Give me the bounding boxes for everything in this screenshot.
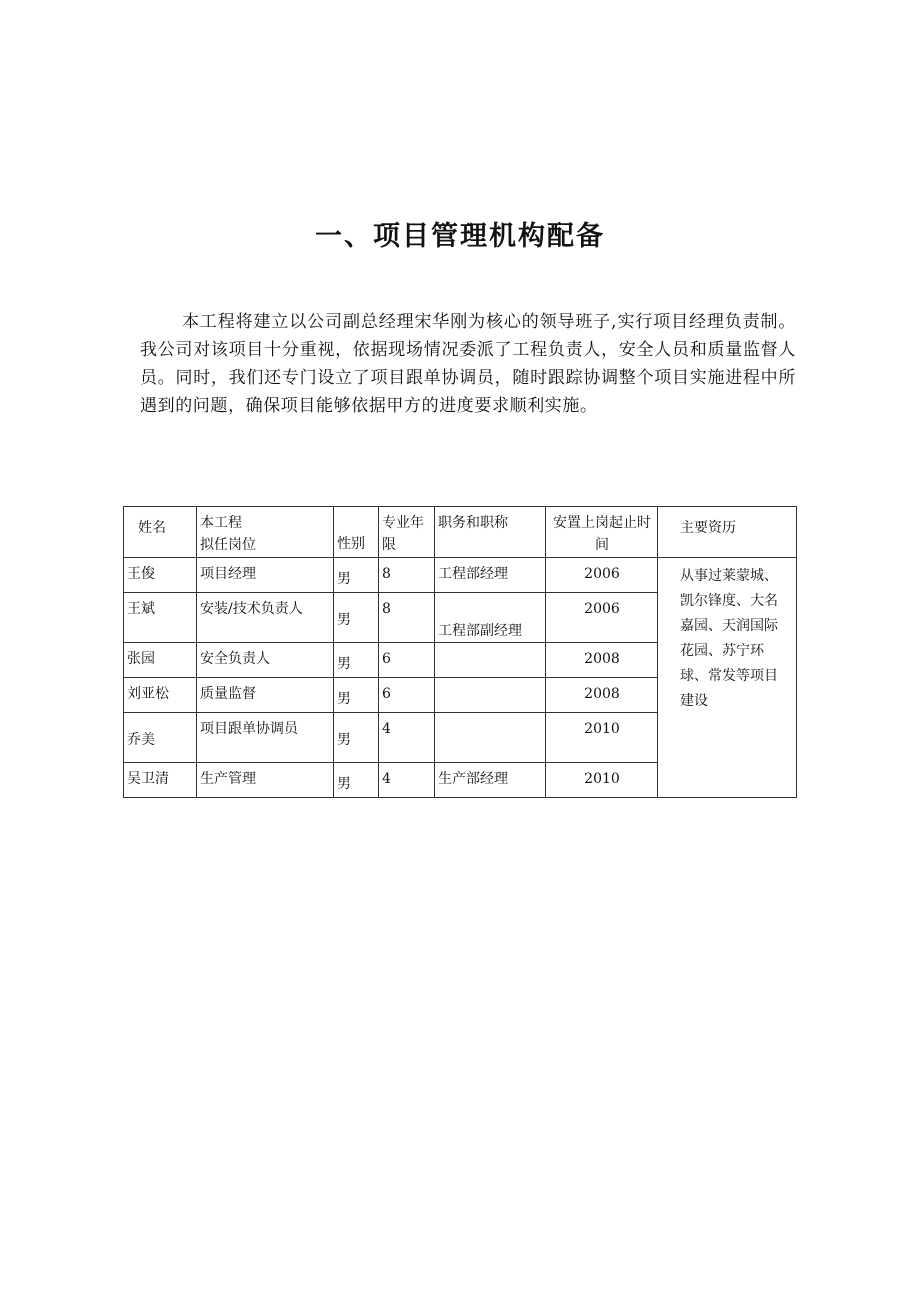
cell-years: 8 <box>379 558 435 593</box>
cell-years: 6 <box>379 643 435 678</box>
cell-gender: 男 <box>334 643 379 678</box>
table-row <box>124 558 797 593</box>
intro-paragraph: 本工程将建立以公司副总经理宋华刚为核心的领导班子,实行项目经理负责制。我公司对该项目十分重视，依据现场情况委派了工程负责人，安全人员和质量监督人员。同时，我们还专门设立了项目跟单协调员，随时跟踪协调整个项目实施进程中所遇到的问题，确保项目能够依据甲方的进度要求顺利实施。 <box>140 312 796 416</box>
cell-start: 2010 <box>546 763 658 798</box>
cell-name: 刘亚松 <box>124 678 197 713</box>
cell-title <box>435 678 546 713</box>
cell-title: 工程部副经理 <box>435 593 546 643</box>
header-title: 职务和职称 <box>435 507 546 558</box>
cell-start: 2008 <box>546 678 658 713</box>
cell-post: 质量监督 <box>197 678 334 713</box>
cell-start: 2010 <box>546 713 658 763</box>
cell-years: 6 <box>379 678 435 713</box>
header-name: 姓名 <box>124 507 197 558</box>
cell-gender: 男 <box>334 713 379 763</box>
table-header-row <box>124 507 797 558</box>
cell-name: 吴卫清 <box>124 763 197 798</box>
staff-table <box>123 506 797 798</box>
cell-title: 生产部经理 <box>435 763 546 798</box>
page-title: 一、项目管理机构配备 <box>315 221 605 252</box>
cell-experience: 从事过莱蒙城、凯尔锋度、大名嘉园、天润国际花园、苏宁环球、常发等项目建设 <box>658 558 797 798</box>
cell-gender: 男 <box>334 558 379 593</box>
cell-start: 2006 <box>546 558 658 593</box>
header-gender: 性别 <box>334 507 379 558</box>
cell-years: 4 <box>379 763 435 798</box>
cell-title <box>435 643 546 678</box>
cell-gender: 男 <box>334 593 379 643</box>
header-post-line1: 本工程 <box>200 515 242 531</box>
cell-gender: 男 <box>334 763 379 798</box>
cell-years: 4 <box>379 713 435 763</box>
cell-start: 2006 <box>546 593 658 643</box>
cell-post: 生产管理 <box>197 763 334 798</box>
header-post <box>197 507 334 558</box>
cell-name: 王俊 <box>124 558 197 593</box>
header-experience: 主要资历 <box>658 507 797 558</box>
cell-gender: 男 <box>334 678 379 713</box>
cell-start: 2008 <box>546 643 658 678</box>
cell-post: 项目跟单协调员 <box>197 713 334 763</box>
cell-post: 安装/技术负责人 <box>197 593 334 643</box>
cell-title: 工程部经理 <box>435 558 546 593</box>
cell-name: 张园 <box>124 643 197 678</box>
cell-title <box>435 713 546 763</box>
header-years: 专业年限 <box>379 507 435 558</box>
cell-name: 王斌 <box>124 593 197 643</box>
cell-post: 安全负责人 <box>197 643 334 678</box>
cell-years: 8 <box>379 593 435 643</box>
header-start: 安置上岗起止时间 <box>546 507 658 558</box>
header-post-line2: 拟任岗位 <box>200 537 256 553</box>
cell-post: 项目经理 <box>197 558 334 593</box>
cell-name: 乔美 <box>124 713 197 763</box>
